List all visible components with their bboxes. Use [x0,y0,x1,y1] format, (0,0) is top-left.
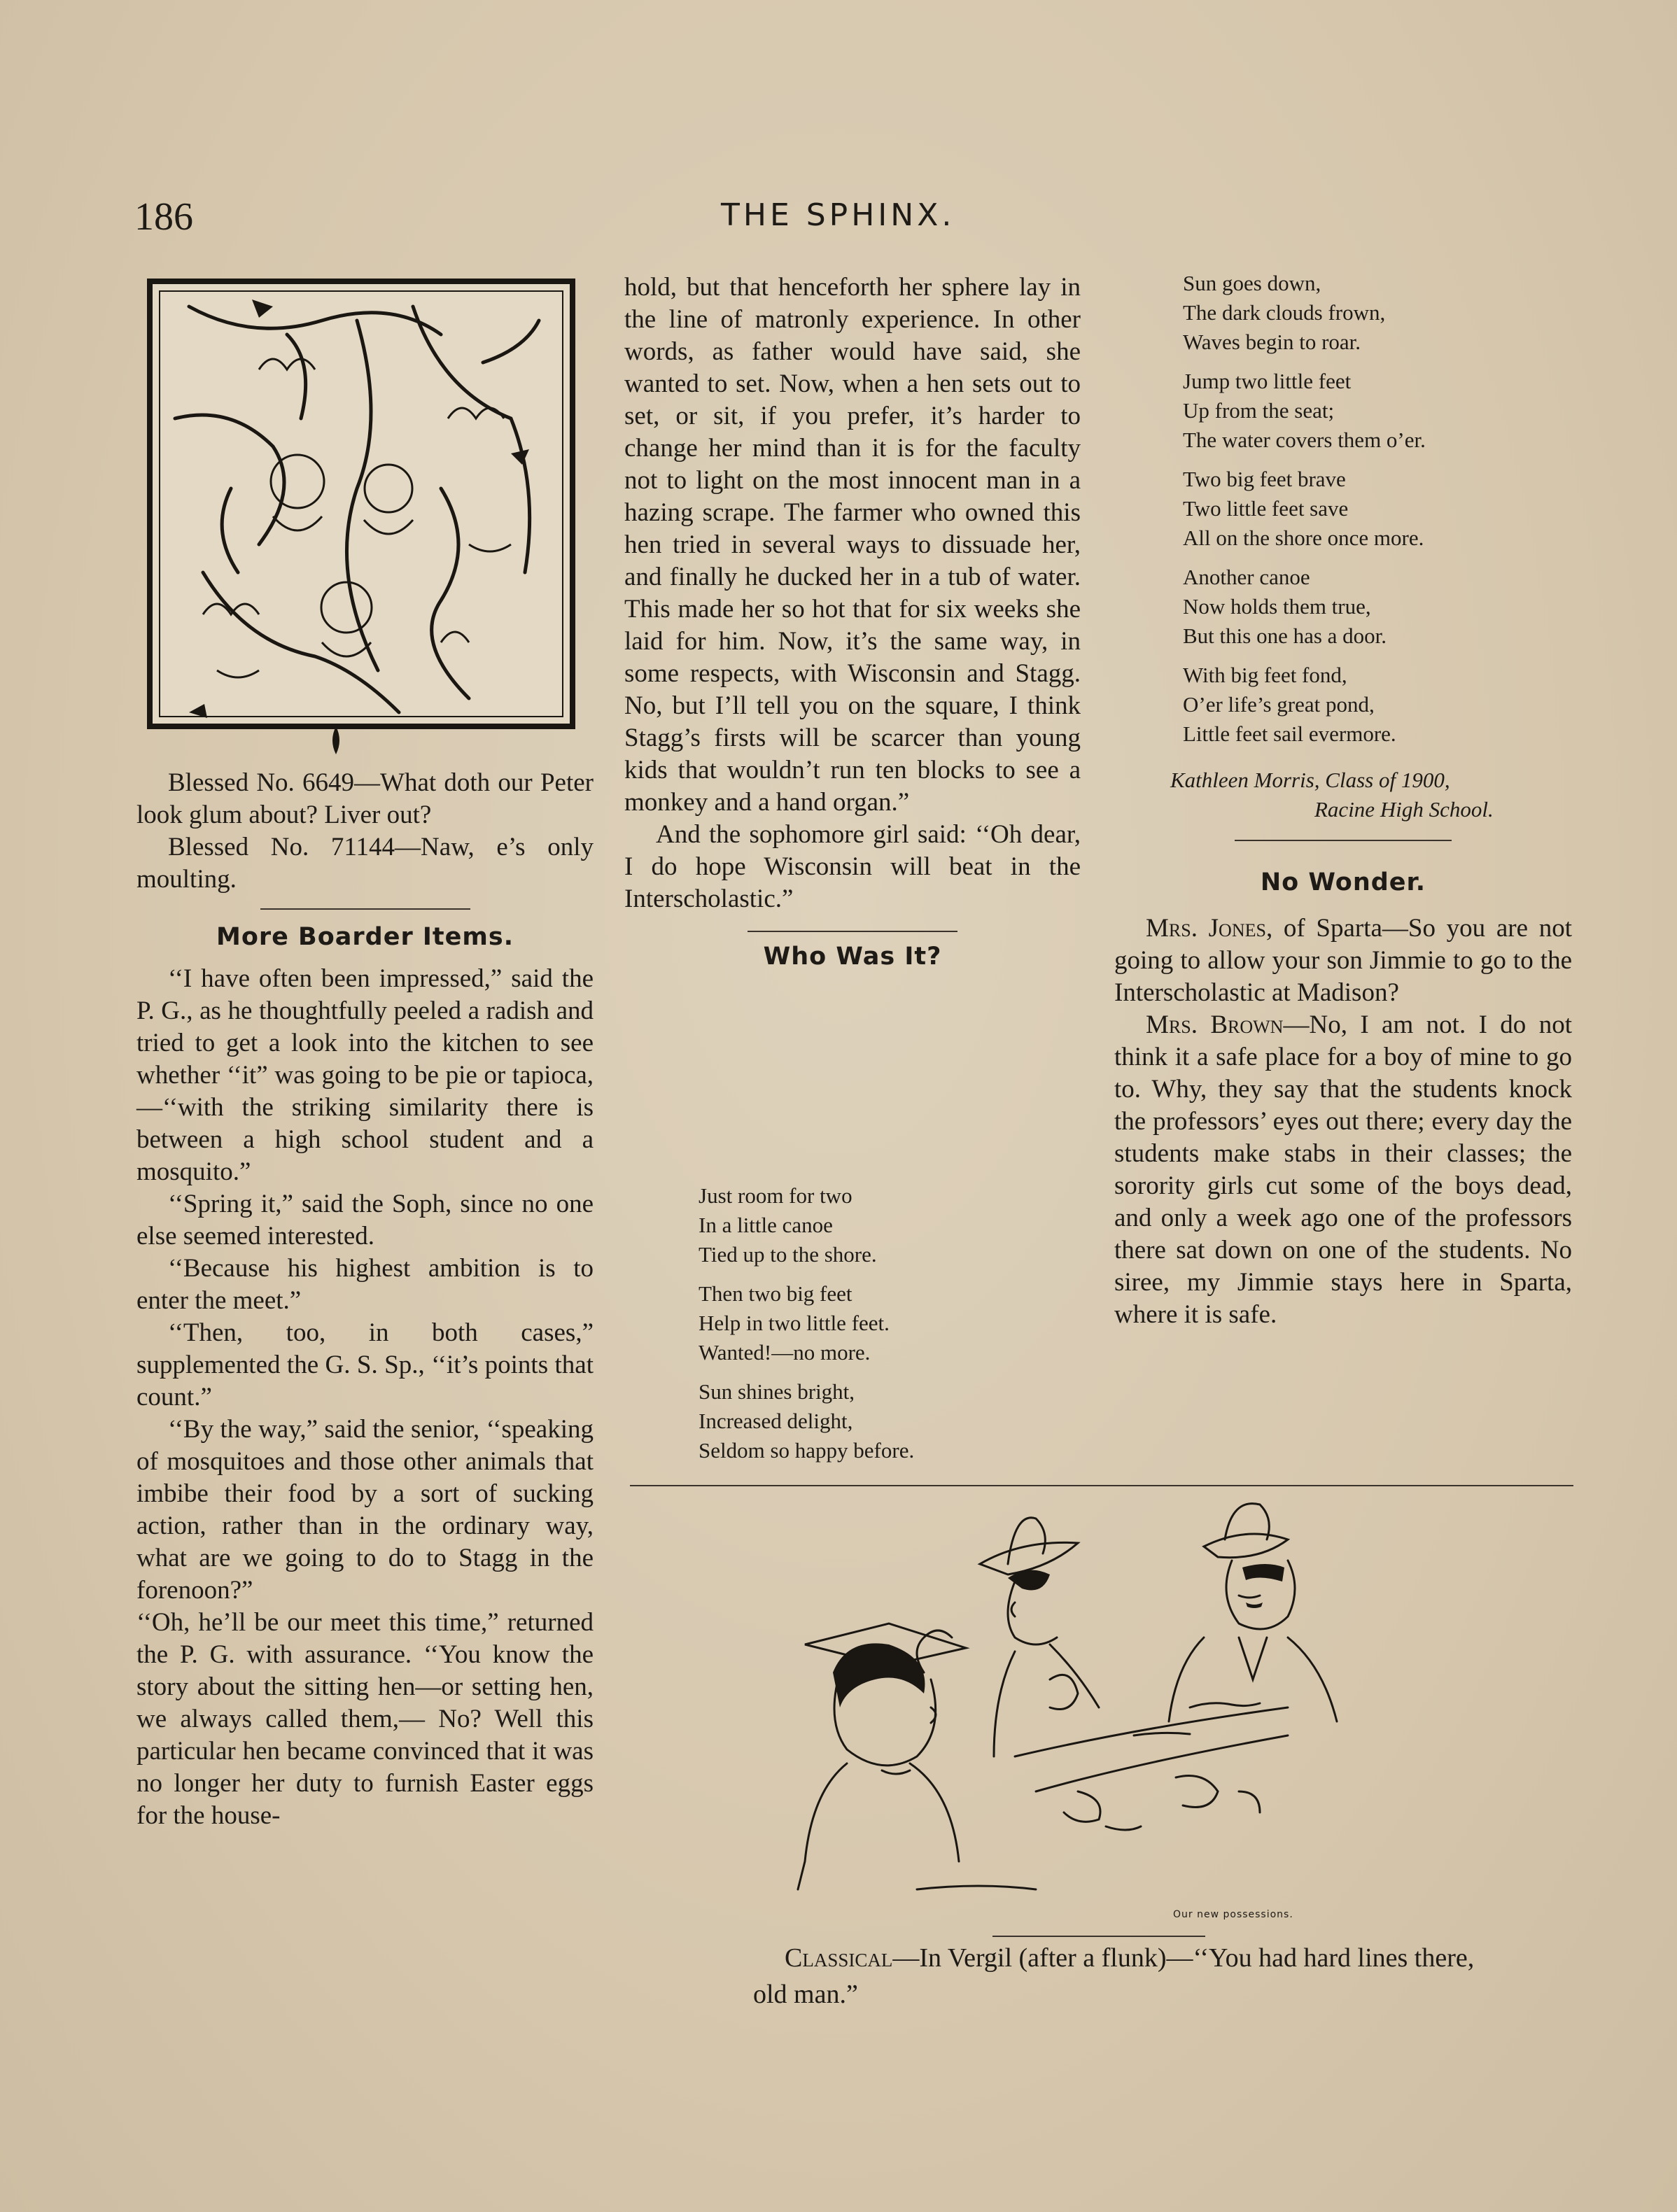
poem-line: Sun goes down, [1183,271,1321,295]
poem-line: But this one has a door. [1183,624,1387,648]
poem-line: In a little canoe [699,1213,833,1237]
page-number: 186 [134,195,193,239]
poem-continuation [1183,269,1426,759]
article-paragraph: ‘‘Spring it,” said the Soph, since no one else seemed interested. [136,1190,594,1251]
section-divider [260,908,470,910]
poem-line: The water covers them o’er. [1183,428,1426,452]
article-paragraph: ‘‘I have often been impressed,” said the P. G., as he thoughtfully peeled a radish and tried to get a look into the kitchen to see whether ‘‘it” was going to be pie or tapioca,—‘‘with the striking similarity there is between a high school student and a mosquito.” [136,964,594,1186]
poem-line: Sun shines bright, [699,1379,855,1404]
poem-stanza [699,1181,914,1269]
poem-line: Wanted!—no more. [699,1340,871,1365]
article-paragraph: ‘‘Oh, he’ll be our meet this time,” returned the P. G. with assurance. ‘‘You know the story about the sitting hen—or setting hen, we always called them,— No? Well this particular hen became convinced that it was no longer her duty to furnish Easter eggs for the house- [136,1608,594,1830]
poem-line: Another canoe [1183,565,1310,589]
poem-stanza [699,1279,914,1367]
caption-speaker: Classical [785,1943,893,1973]
poem-stanza [1183,563,1426,651]
woodcut-illustration [147,279,575,754]
article-paragraph: ‘‘Because his highest ambition is to enter the meet.” [136,1254,594,1315]
article-paragraph: ‘‘Then, too, in both cases,” supplemented the G. S. Sp., ‘‘it’s points that count.” [136,1318,594,1411]
speaker-name: Mrs. Brown [1146,1010,1284,1039]
article-paragraph: And the sophomore girl said: ‘‘Oh dear, I do hope Wisconsin will beat in the Interscholastic.” [624,820,1081,913]
poem-school: Racine High School. [1314,797,1494,822]
poem-line: All on the shore once more. [1183,526,1424,550]
section-divider [1235,840,1452,841]
caption-text: —In Vergil (after a flunk)—‘‘You had hard lines there, old man.” [753,1943,1475,2009]
poem-line: Just room for two [699,1183,852,1208]
middle-column [624,272,1081,973]
article-paragraph: ‘‘By the way,” said the senior, ‘‘speaking of mosquitoes and those other animals that imbibe their food by a sort of sucking action, rather than in the ordinary way, what are we going to do to Stagg in the forenoon?” [136,1415,594,1605]
article-paragraph: hold, but that henceforth her sphere lay in the line of matronly experience. In other words, as father would have said, she wanted to set. Now, when a hen sets out to set, or sit, if you prefer, it’s harder to change her mind than it is for the faculty not to light on the most innocent man in a hazing scrape. The farmer who owned this hen tried in several ways to dissuade her, and finally he ducked her in a tub of water. This made her so hot that for six weeks she laid for him. Now, it’s the same way, in some respects, with Wisconsin and Stagg. No, but I’ll tell you on the square, I think Stagg’s firsts will be scarcer than young kids that wouldn’t run ten blocks to see a monkey and a hand organ.” [624,273,1081,817]
dialogue-paragraph [1114,1009,1572,1331]
poem-line: Seldom so happy before. [699,1438,915,1463]
caption-rule [992,1936,1205,1937]
dialogue-text: , of Sparta—So you are not going to allow your son Jimmie to go to the Interscholastic at Madison? [1114,914,1572,1007]
dialogue-text: —No, I am not. I do not think it a safe place for a boy of mine to go to. Why, they say that the students knock the professors’ eyes out there; every day the students make stabs in their classes; the sorority girls cut some of the boys dead, and only a week ago one of the professors there sat down on one of the students. No siree, my Jimmie stays here in Sparta, where it is safe. [1114,1010,1572,1329]
intro-paragraph: Blessed No. 71144—Naw, e’s only moulting. [136,833,594,894]
left-column [136,767,594,1832]
cartoon-caption [753,1940,1495,2013]
poem-line: Then two big feet [699,1281,852,1306]
poem-who-was-it [699,1181,914,1475]
cartoon-signature: Our new possessions. [1173,1909,1293,1920]
cartoon-illustration [784,1498,1456,1931]
poem-author: Kathleen Morris, Class of 1900, [1170,768,1450,792]
poem-line: Help in two little feet. [699,1311,890,1335]
poem-line: Tied up to the shore. [699,1242,877,1267]
right-column [1114,840,1572,1331]
poem-stanza [699,1377,914,1465]
poem-stanza [1183,661,1426,749]
section-divider [748,931,957,932]
poem-line: Two big feet brave [1183,467,1346,491]
poem-line: Up from the seat; [1183,398,1335,423]
running-title: THE SPHINX. [721,197,955,233]
poem-line: Little feet sail evermore. [1183,721,1396,746]
poem-line: Jump two little feet [1183,369,1352,393]
cartoon-top-rule [630,1485,1573,1486]
intro-paragraph: Blessed No. 6649—What doth our Peter look glum about? Liver out? [136,768,594,829]
speaker-name: Mrs. Jones [1146,914,1266,943]
poem-stanza [1183,269,1426,357]
poem-stanza [1183,465,1426,553]
poem-line: With big feet fond, [1183,663,1347,687]
section-title-boarder-items: More Boarder Items. [216,923,514,951]
poem-line: Increased delight, [699,1409,853,1433]
dialogue-paragraph [1114,913,1572,1009]
poem-line: Waves begin to roar. [1183,330,1361,354]
poem-title-who-was-it: Who Was It? [763,943,942,971]
section-title-no-wonder: No Wonder. [1260,868,1426,896]
poem-line: Two little feet save [1183,496,1349,521]
poem-stanza [1183,367,1426,455]
poem-line: O’er life’s great pond, [1183,692,1375,717]
poem-line: Now holds them true, [1183,594,1371,619]
poem-line: The dark clouds frown, [1183,300,1386,325]
